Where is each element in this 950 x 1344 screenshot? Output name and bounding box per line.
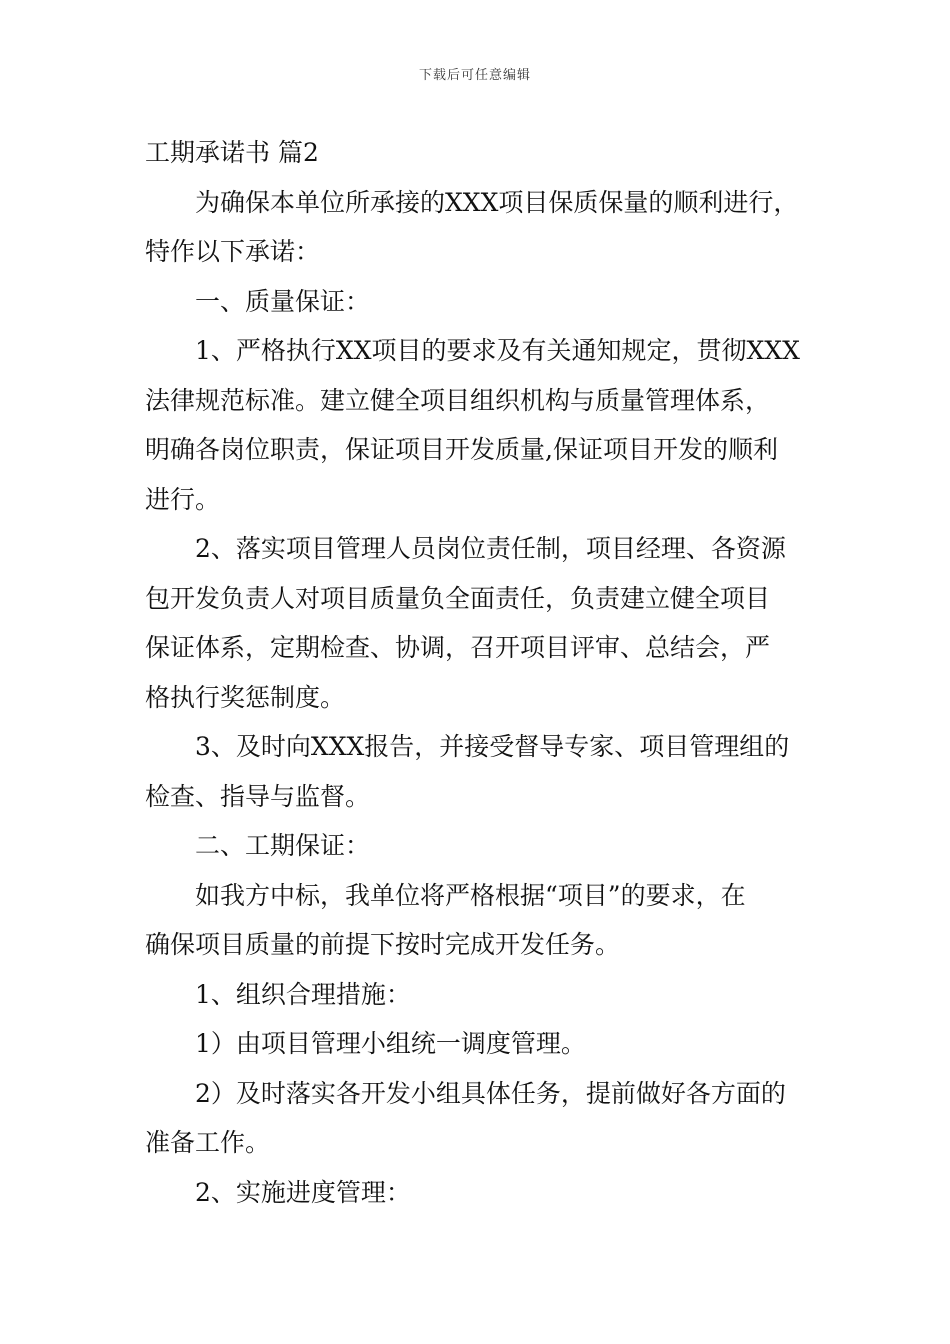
header-note: 下载后可任意编辑 [418, 68, 531, 83]
text-line: 2）及时落实各开发小组具体任务，提前做好各方面的 [195, 1078, 786, 1108]
text-line: 特作以下承诺： [145, 237, 321, 266]
text-line: 如我方中标，我单位将严格根据“项目”的要求，在 [195, 880, 746, 910]
text-line: 2、落实项目管理人员岗位责任制，项目经理、各资源 [195, 534, 786, 563]
text-line: 进行。 [145, 484, 221, 514]
text-line: 明确各岗位职责，保证项目开发质量,保证项目开发的顺利 [145, 435, 778, 464]
text-line: 1、严格执行XX项目的要求及有关通知规定，贯彻XXX [195, 336, 800, 365]
text-line: 1）由项目管理小组统一调度管理。 [195, 1029, 586, 1058]
text-line: 2、实施进度管理： [195, 1177, 411, 1207]
text-line: 一、质量保证： [195, 286, 371, 316]
text-line: 包开发负责人对项目质量负全面责任，负责建立健全项目 [145, 583, 771, 613]
text-line: 格执行奖惩制度。 [145, 682, 346, 712]
text-line: 3、及时向XXX报告，并接受督导专家、项目管理组的 [195, 732, 790, 761]
text-line: 确保项目质量的前提下按时完成开发任务。 [145, 930, 621, 959]
document-title: 工期承诺书 篇2 [145, 138, 319, 167]
document-body [145, 128, 807, 1217]
text-line: 法律规范标准。建立健全项目组织机构与质量管理体系， [145, 385, 771, 415]
text-line: 保证体系，定期检查、协调，召开项目评审、总结会，严 [145, 633, 771, 662]
text-line: 1、组织合理措施： [195, 979, 411, 1009]
text-line: 二、工期保证： [195, 831, 371, 860]
text-line: 检查、指导与监督。 [145, 781, 371, 811]
text-line: 准备工作。 [145, 1128, 271, 1157]
text-line: 为确保本单位所承接的XXX项目保质保量的顺利进行， [195, 187, 799, 217]
